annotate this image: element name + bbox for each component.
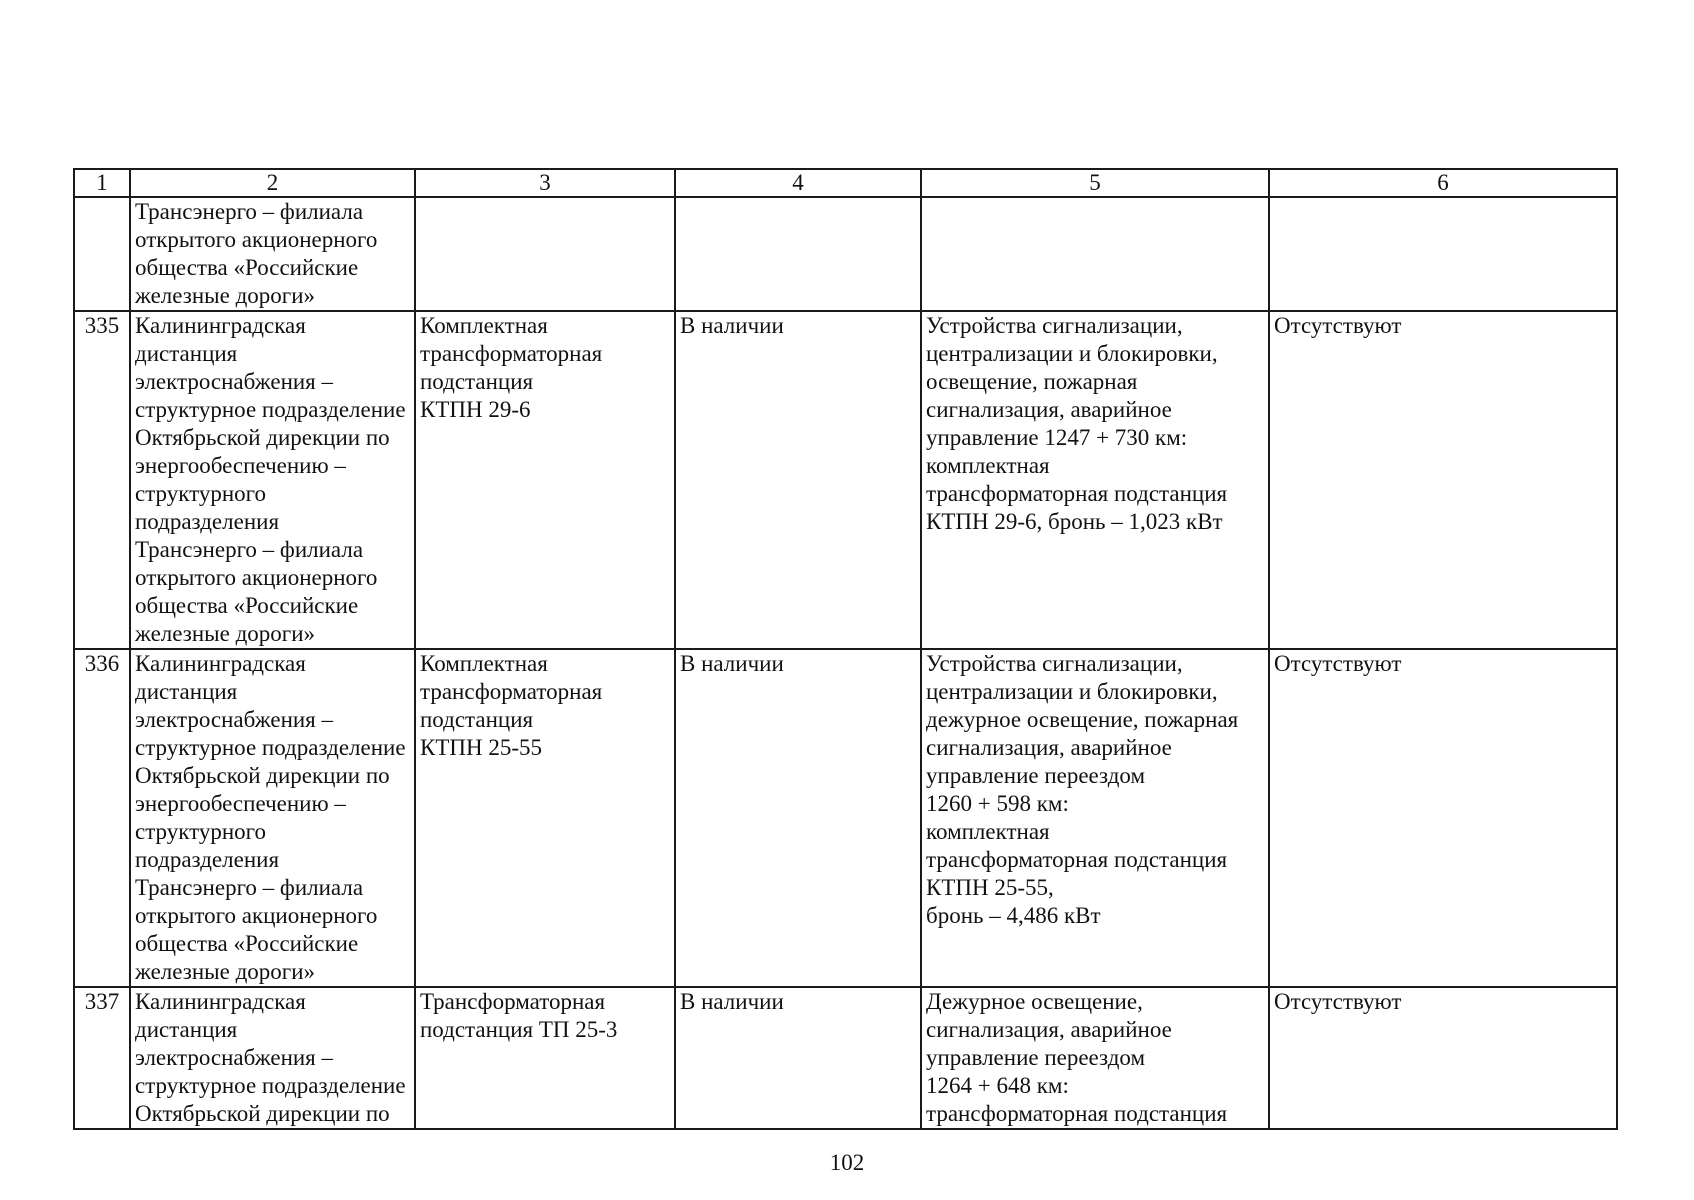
column-header-3: 3 xyxy=(415,169,675,197)
consumers-cell xyxy=(921,197,1269,311)
column-header-2: 2 xyxy=(130,169,415,197)
availability-cell xyxy=(675,197,921,311)
row-number-cell xyxy=(74,649,130,987)
note-cell xyxy=(1269,987,1617,1129)
row-number: 337 xyxy=(84,989,120,1014)
note-text: Отсутствуют xyxy=(1274,651,1402,676)
availability-cell xyxy=(675,311,921,649)
table-row xyxy=(74,311,1617,649)
availability-text: В наличии xyxy=(680,989,784,1014)
object-cell xyxy=(415,197,675,311)
owner-cell xyxy=(130,649,415,987)
row-number: 335 xyxy=(84,313,120,338)
row-number: 336 xyxy=(84,651,120,676)
header-row xyxy=(74,169,1617,197)
owner-text: Калининградская дистанция электроснабжения – структурное подразделение Октябрьской дирекции по энергообеспечению – структурного подразделения Трансэнерго – филиала открытого акционерного общества «Российские железные дороги» xyxy=(135,651,406,984)
consumers-text: Устройства сигнализации, централизации и блокировки, дежурное освещение, пожарная сигнализация, аварийное управление переездом 1260 + 598 км: комплектная трансформаторная подстанция КТПН 25-55, бронь – 4,486 кВт xyxy=(926,651,1239,928)
object-cell xyxy=(415,311,675,649)
availability-text: В наличии xyxy=(680,313,784,338)
note-text: Отсутствуют xyxy=(1274,989,1402,1014)
owner-text: Калининградская дистанция электроснабжения – структурное подразделение Октябрьской дирекции по энергообеспечению – структурного подразделения Трансэнерго – филиала открытого акционерного общества «Российские железные дороги» xyxy=(135,313,406,646)
column-header-5: 5 xyxy=(921,169,1269,197)
consumers-text: Устройства сигнализации, централизации и блокировки, освещение, пожарная сигнализация, аварийное управление 1247 + 730 км: комплектная трансформаторная подстанция КТПН 29-6, бронь – 1,023 кВт xyxy=(926,313,1228,534)
availability-cell xyxy=(675,649,921,987)
row-number-cell xyxy=(74,311,130,649)
owner-cell xyxy=(130,987,415,1129)
object-text: Комплектная трансформаторная подстанция КТПН 25-55 xyxy=(420,651,603,760)
table-row xyxy=(74,649,1617,987)
page-number: 102 xyxy=(829,1150,865,1175)
table-row-continuation xyxy=(74,197,1617,311)
owner-text: Калининградская дистанция электроснабжения – структурное подразделение Октябрьской дирекции по xyxy=(135,989,406,1126)
owner-cell xyxy=(130,311,415,649)
consumers-cell xyxy=(921,311,1269,649)
data-table xyxy=(73,168,1618,1130)
object-text: Комплектная трансформаторная подстанция КТПН 29-6 xyxy=(420,313,603,422)
consumers-cell xyxy=(921,649,1269,987)
column-header-6: 6 xyxy=(1269,169,1617,197)
note-cell xyxy=(1269,649,1617,987)
consumers-text: Дежурное освещение, сигнализация, аварийное управление переездом 1264 + 648 км: трансформаторная подстанция xyxy=(926,989,1228,1126)
object-cell xyxy=(415,987,675,1129)
column-header-4: 4 xyxy=(675,169,921,197)
column-header-1: 1 xyxy=(74,169,130,197)
row-number-cell xyxy=(74,987,130,1129)
note-cell xyxy=(1269,311,1617,649)
consumers-cell xyxy=(921,987,1269,1129)
owner-text: Трансэнерго – филиала открытого акционерного общества «Российские железные дороги» xyxy=(135,199,378,308)
object-text: Трансформаторная подстанция ТП 25-3 xyxy=(420,989,618,1042)
availability-cell xyxy=(675,987,921,1129)
note-text: Отсутствуют xyxy=(1274,313,1402,338)
row-number-cell xyxy=(74,197,130,311)
owner-cell xyxy=(130,197,415,311)
object-cell xyxy=(415,649,675,987)
note-cell xyxy=(1269,197,1617,311)
table-row xyxy=(74,987,1617,1129)
availability-text: В наличии xyxy=(680,651,784,676)
